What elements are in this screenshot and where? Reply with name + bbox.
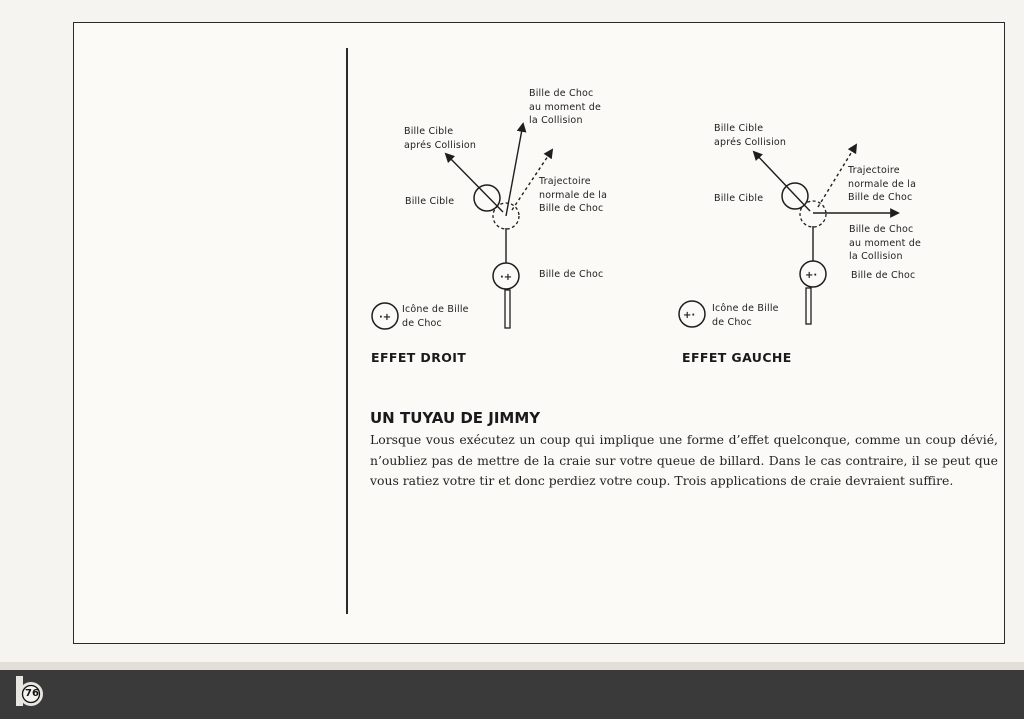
- label-target-right: Bille Cible: [405, 196, 455, 207]
- diagram-effet-droit: [372, 124, 552, 329]
- caption-effet-droit: EFFET DROIT: [371, 350, 467, 365]
- svg-text:+·: +·: [805, 270, 818, 281]
- label-icon-right: Icône de Bille de Choc: [402, 304, 469, 329]
- tip-title: UN TUYAU DE JIMMY: [370, 409, 541, 427]
- label-cue-left: Bille de Choc: [851, 270, 916, 281]
- caption-effet-gauche: EFFET GAUCHE: [682, 350, 792, 365]
- page-number: 76: [25, 688, 39, 699]
- label-cue-at-collision-right: Bille de Choc au moment de la Collision: [529, 88, 602, 126]
- label-target-left: Bille Cible: [714, 193, 764, 204]
- label-normal-path-left: Trajectoire normale de la Bille de Choc: [848, 165, 917, 203]
- label-cue-at-collision-left: Bille de Choc au moment de la Collision: [849, 224, 922, 262]
- tip-body: Lorsque vous exécutez un coup qui implique une forme d’effet quelconque, comme un coup dévié, n’oubliez pas de mettre de la craie sur votre queue de billard. Dans le cas contraire, il se peut que vous ratiez votre tir et donc perdiez votre coup. Trois applications de craie devraient suffire.: [370, 432, 998, 488]
- svg-text:·+: ·+: [379, 312, 392, 323]
- svg-text:+·: +·: [683, 310, 696, 321]
- cue-stick-right: [505, 290, 510, 328]
- footer-strip: [0, 662, 1024, 670]
- label-target-after-collision-right: Bille Cible aprés Collision: [404, 126, 477, 151]
- cue-stick-left: [806, 288, 811, 324]
- target-ball-right: [474, 185, 500, 211]
- footer-bar: [0, 670, 1024, 719]
- svg-text:·+: ·+: [500, 272, 513, 283]
- label-cue-right: Bille de Choc: [539, 269, 604, 280]
- label-target-after-collision-left: Bille Cible aprés Collision: [714, 123, 787, 148]
- label-normal-path-right: Trajectoire normale de la Bille de Choc: [539, 176, 608, 214]
- label-icon-left: Icône de Bille de Choc: [712, 303, 779, 328]
